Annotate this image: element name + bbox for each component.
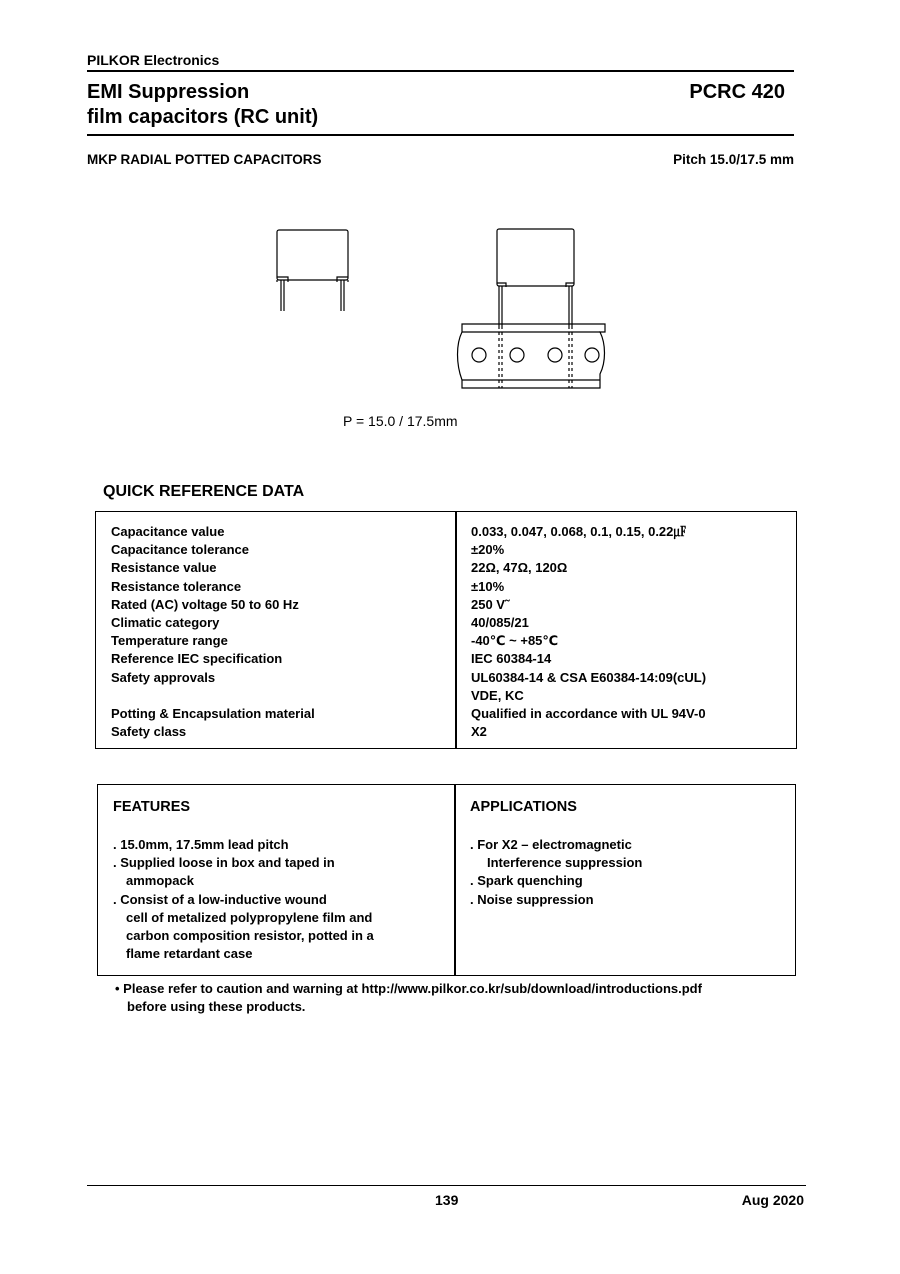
spec-value: Qualified in accordance with UL 94V-0 [471,705,706,721]
table-divider [454,785,456,975]
feature-line: . Consist of a low-inductive wound [113,891,327,907]
application-line: . Noise suppression [470,891,594,907]
sprocket-hole-1 [472,348,486,362]
caution-note-line-2: before using these products. [127,998,306,1014]
spec-label: Resistance value [111,560,217,576]
spec-values [471,523,706,741]
spec-value: ±20% [471,542,505,558]
small-capacitor-body [277,230,348,280]
spec-label: Climatic category [111,614,220,630]
spec-label: Safety approvals [111,669,216,685]
quick-reference-table [95,511,797,749]
title-line-1: EMI Suppression [87,81,250,103]
spec-label: Temperature range [111,633,228,649]
spec-label: Capacitance tolerance [111,542,250,558]
spec-value: UL60384-14 & CSA E60384-14:09(cUL) [471,669,707,685]
part-number: PCRC 420 [689,81,785,103]
sprocket-hole-2 [510,348,524,362]
pitch-spec: Pitch 15.0/17.5 mm [673,152,794,167]
features-heading: FEATURES [113,799,191,815]
page-number: 139 [435,1192,459,1208]
spec-value: 0.033, 0.047, 0.068, 0.1, 0.15, 0.22㎌ [471,524,687,539]
large-capacitor-body [497,229,574,286]
spec-label [111,687,315,705]
applications-list [470,836,642,909]
spec-value: ±10% [471,578,505,594]
sprocket-hole-4 [585,348,599,362]
spec-label: Rated (AC) voltage 50 to 60 Hz [111,596,299,612]
spec-value: VDE, KC [471,687,524,703]
application-line: Interference suppression [487,855,643,871]
brand-name: PILKOR Electronics [87,52,220,68]
application-line: . Spark quenching [470,873,583,889]
spec-value: X2 [471,724,487,740]
feature-line: . 15.0mm, 17.5mm lead pitch [113,837,289,852]
feature-line: flame retardant case [126,946,253,962]
spec-label: Capacitance value [111,524,225,539]
sprocket-hole-3 [548,348,562,362]
features-list [113,836,374,963]
spec-value: IEC 60384-14 [471,651,552,667]
spec-label: Safety class [111,724,187,740]
feature-line: . Supplied loose in box and taped in [113,855,335,871]
footer-rule [87,1185,806,1186]
applications-heading: APPLICATIONS [470,799,577,815]
publication-date: Aug 2020 [741,1192,804,1208]
table-divider [455,512,457,748]
pitch-caption: P = 15.0 / 17.5mm [343,413,458,429]
spec-label: Resistance tolerance [111,578,242,594]
feature-line: carbon composition resistor, potted in a [126,927,374,943]
capacitor-drawing [270,220,615,395]
spec-value: 22Ω, 47Ω, 120Ω [471,560,568,576]
title-rule [87,134,794,136]
header-rule [87,70,794,72]
spec-value: 250 V˜ [471,596,510,612]
title-line-2: film capacitors (RC unit) [87,106,319,128]
spec-value: -40℃ ~ +85℃ [471,633,559,649]
feature-line: cell of metalized polypropylene film and [126,909,373,925]
spec-label: Potting & Encapsulation material [111,705,315,721]
features-applications-table [97,784,796,976]
product-subtitle: MKP RADIAL POTTED CAPACITORS [87,152,322,167]
caution-note [115,980,702,1015]
spec-value: 40/085/21 [471,614,529,630]
caution-note-line-1: • Please refer to caution and warning at http://www.pilkor.co.kr/sub/download/introductions.pdf [115,981,702,996]
application-line: . For X2 – electromagnetic [470,837,632,852]
carrier-tape [458,324,606,388]
spec-label: Reference IEC specification [111,651,283,667]
feature-line: ammopack [126,873,194,889]
spec-labels [111,523,315,741]
document-title [87,80,318,130]
quick-reference-heading: QUICK REFERENCE DATA [103,483,305,500]
